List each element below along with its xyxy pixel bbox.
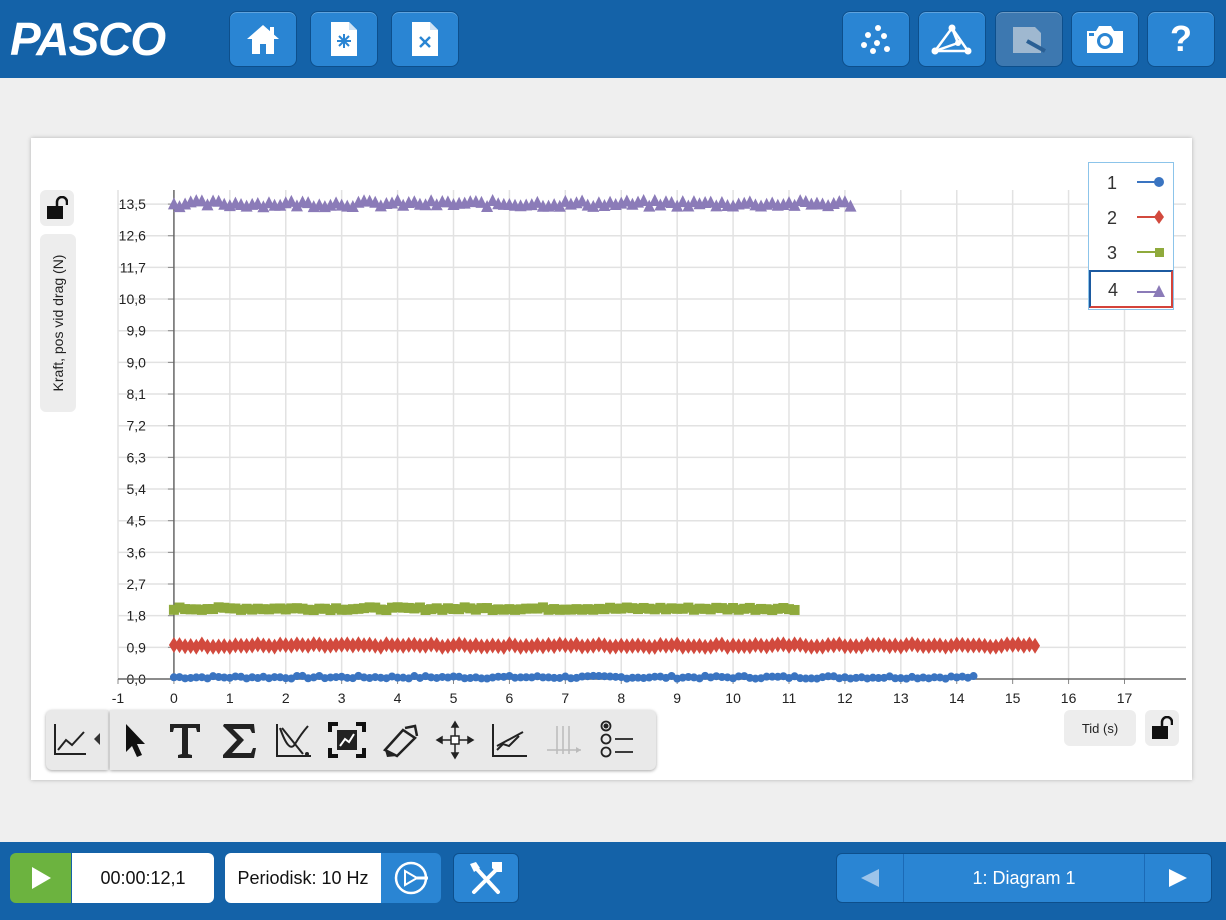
- triangle-left-icon: [859, 867, 881, 889]
- annotate-icon: [1007, 21, 1051, 57]
- coordinates-icon: [435, 720, 475, 760]
- close-file-icon: [408, 20, 442, 58]
- y-tick-label: 4,5: [126, 512, 146, 529]
- diamond-marker-icon: [1135, 209, 1167, 225]
- graph-view-button[interactable]: [918, 11, 986, 67]
- graph-icon: [930, 21, 974, 57]
- text-tool[interactable]: [163, 718, 207, 762]
- y-tick-label: 9,0: [126, 354, 146, 371]
- y-tick-label: 7,2: [126, 417, 146, 434]
- home-icon: [243, 21, 283, 57]
- x-tick-label: 12: [837, 690, 853, 706]
- y-tick-label: 0,0: [126, 671, 146, 687]
- legend-item[interactable]: [1089, 235, 1173, 269]
- y-tick-label: 11,7: [119, 259, 146, 276]
- legend-label: 2: [1107, 208, 1118, 228]
- sampling-options-icon: [391, 858, 431, 898]
- pasco-logo: PASCO: [10, 13, 166, 65]
- x-tick-label: 9: [673, 690, 682, 706]
- curve-fit-tool[interactable]: [271, 718, 315, 762]
- x-tick-label: 8: [617, 690, 626, 706]
- y-tick-label: 9,9: [126, 322, 146, 339]
- y-tick-label: 8,1: [126, 386, 146, 403]
- scatter-icon: [856, 21, 896, 57]
- x-tick-label: 6: [505, 690, 514, 706]
- x-tick-label: -1: [111, 690, 125, 706]
- slope-icon: [489, 720, 529, 760]
- x-tick-label: 1: [225, 690, 234, 706]
- top-toolbar: [0, 0, 1226, 78]
- coordinates-tool[interactable]: [433, 718, 477, 762]
- x-tick-label: 15: [1004, 690, 1021, 706]
- help-icon: ?: [1170, 18, 1192, 59]
- next-page-button[interactable]: [1144, 854, 1211, 902]
- x-tick-label: 10: [725, 690, 741, 706]
- x-tick-label: 4: [393, 690, 402, 706]
- y-tick-label: 5,4: [126, 481, 146, 498]
- x-tick-label: 7: [561, 690, 570, 706]
- x-axis-label: Tid (s): [1081, 720, 1119, 736]
- close-file-button[interactable]: [391, 11, 459, 67]
- triangle-marker-icon: [1135, 283, 1167, 299]
- select-tool[interactable]: [111, 718, 155, 762]
- snapshot-button[interactable]: [1071, 11, 1139, 67]
- x-tick-label: 2: [281, 690, 290, 706]
- delta-tool[interactable]: [541, 718, 585, 762]
- y-tick-label: 2,7: [126, 576, 146, 593]
- legend-label: 3: [1107, 243, 1118, 263]
- x-tick-label: 3: [337, 690, 346, 706]
- y-tick-label: 3,6: [126, 544, 146, 561]
- y-tick-label: 0,9: [126, 639, 146, 656]
- data-select-icon: [597, 720, 637, 760]
- graph-type-menu[interactable]: [46, 710, 108, 770]
- new-file-icon: [327, 20, 361, 58]
- y-axis-label: Kraft, pos vid drag (N): [50, 254, 66, 392]
- x-axis-selector[interactable]: [1064, 710, 1136, 746]
- tools-button[interactable]: [453, 853, 519, 903]
- sampling-options-button[interactable]: [381, 853, 441, 903]
- legend-item[interactable]: [1089, 200, 1173, 234]
- unlock-icon: [46, 196, 68, 220]
- legend-item-selected[interactable]: [1089, 270, 1173, 308]
- annotate-button[interactable]: [995, 11, 1063, 67]
- y-tick-label: 6,3: [126, 449, 146, 466]
- highlight-tool[interactable]: [379, 718, 423, 762]
- scatter-view-button[interactable]: [842, 11, 910, 67]
- circle-marker-icon: [1135, 174, 1167, 190]
- legend-label: 1: [1107, 173, 1118, 193]
- sum-icon: [220, 720, 258, 760]
- record-button[interactable]: [10, 853, 71, 903]
- x-tick-label: 14: [948, 690, 965, 706]
- graph-toolbar: [110, 710, 656, 770]
- scale-to-fit-icon: [326, 720, 368, 760]
- x-tick-label: 17: [1116, 690, 1133, 706]
- elapsed-time: 00:00:12,1: [72, 853, 214, 903]
- page-navigator: [836, 853, 1212, 903]
- y-tick-label: 1,8: [126, 607, 146, 624]
- x-tick-label: 11: [781, 690, 797, 706]
- legend-item[interactable]: [1089, 165, 1173, 199]
- highlight-icon: [381, 720, 421, 760]
- graph-type-icon: [52, 722, 104, 758]
- page-title[interactable]: 1: Diagram 1: [972, 867, 1076, 888]
- help-button[interactable]: [1147, 11, 1215, 67]
- unlock-icon: [1151, 716, 1173, 740]
- x-tick-label: 13: [893, 690, 909, 706]
- new-file-button[interactable]: [310, 11, 378, 67]
- x-axis-lock-button[interactable]: [1145, 710, 1179, 746]
- statistics-tool[interactable]: [217, 718, 261, 762]
- square-marker-icon: [1135, 244, 1167, 260]
- graph-panel: [31, 138, 1192, 780]
- y-tick-label: 10,8: [118, 291, 146, 308]
- legend[interactable]: [1088, 162, 1174, 310]
- y-axis-lock-button[interactable]: [40, 190, 74, 226]
- data-properties-tool[interactable]: [595, 718, 639, 762]
- camera-icon: [1083, 21, 1127, 57]
- curve-fit-icon: [273, 720, 313, 760]
- arrow-cursor-icon: [118, 720, 148, 760]
- y-tick-label: 13,5: [118, 196, 146, 213]
- triangle-right-icon: [1167, 867, 1189, 889]
- x-tick-label: 0: [170, 690, 178, 706]
- home-button[interactable]: [229, 11, 297, 67]
- x-tick-label: 16: [1060, 690, 1077, 706]
- text-icon: [167, 720, 203, 760]
- tools-icon: [466, 858, 506, 898]
- sampling-mode[interactable]: Periodisk: 10 Hz: [225, 853, 381, 903]
- legend-label: 4: [1108, 280, 1119, 300]
- play-icon: [29, 865, 53, 891]
- x-tick-label: 5: [449, 690, 458, 706]
- previous-page-button[interactable]: [837, 854, 904, 902]
- slope-tool[interactable]: [487, 718, 531, 762]
- delta-icon: [543, 720, 583, 760]
- scale-to-fit-tool[interactable]: [325, 718, 369, 762]
- y-tick-label: 12,6: [118, 227, 146, 244]
